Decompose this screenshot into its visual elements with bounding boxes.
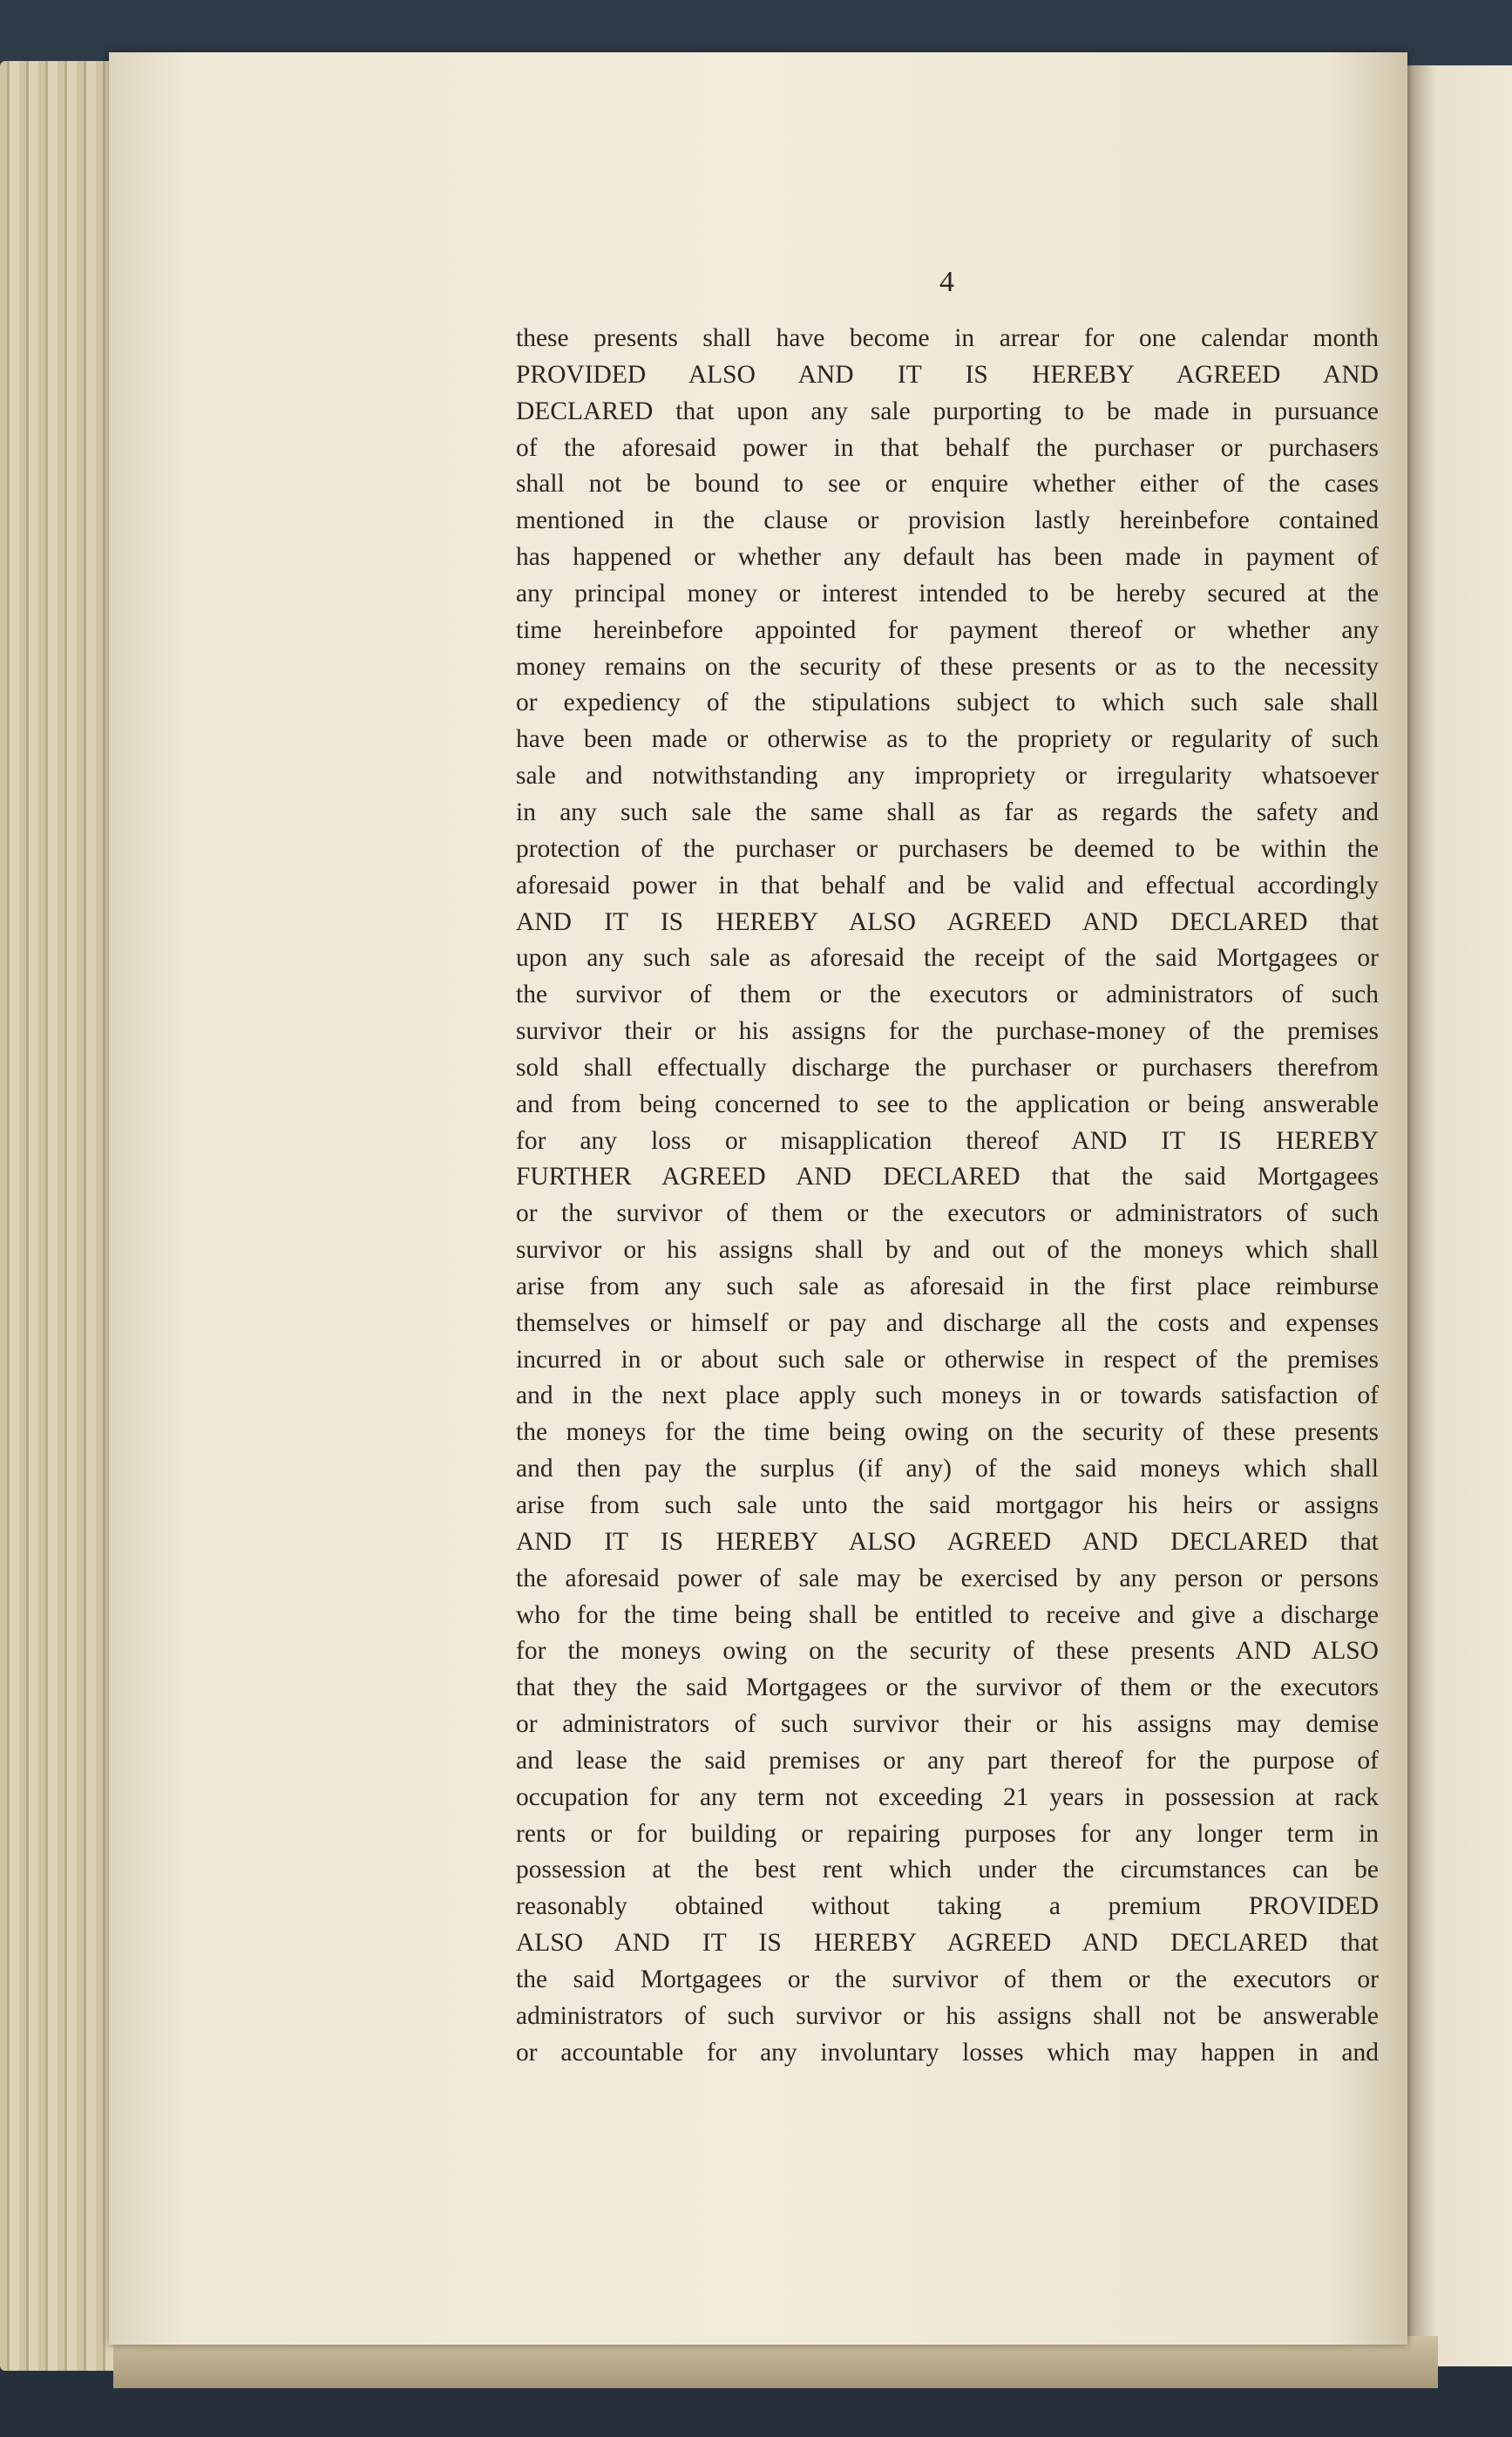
body-text	[516, 321, 1379, 2072]
text-line: occupation for any term not exceeding 21 years in possession at rack	[516, 1782, 1379, 1811]
text-line: has happened or whether any default has been made in payment of	[516, 543, 1379, 572]
page-number: 4	[939, 266, 954, 298]
text-line: FURTHER AGREED AND DECLARED that the said Mortgagees	[516, 1163, 1379, 1191]
text-line: ALSO AND IT IS HEREBY AGREED AND DECLARED that	[516, 1929, 1379, 1958]
text-line: of the aforesaid power in that behalf the purchaser or purchasers	[516, 433, 1379, 462]
text-line: or administrators of such survivor their or his assigns may demise	[516, 1710, 1379, 1739]
text-line: possession at the best rent which under the circumstances can be	[516, 1856, 1379, 1884]
text-line: or accountable for any involuntary losses which may happen in and	[516, 2038, 1379, 2067]
text-line: any principal money or interest intended to be hereby secured at the	[516, 579, 1379, 608]
text-line: survivor their or his assigns for the purchase-money of the premises	[516, 1017, 1379, 1046]
text-line: and in the next place apply such moneys in or towards satisfaction of	[516, 1381, 1379, 1410]
text-line: that they the said Mortgagees or the survivor of them or the executors	[516, 1673, 1379, 1702]
text-line: arise from such sale unto the said mortgagor his heirs or assigns	[516, 1491, 1379, 1519]
text-line: arise from any such sale as aforesaid in the first place reimburse	[516, 1272, 1379, 1300]
text-line: and then pay the surplus (if any) of the said moneys which shall	[516, 1455, 1379, 1483]
text-line: the said Mortgagees or the survivor of them or the executors or	[516, 1965, 1379, 1993]
text-line: upon any such sale as aforesaid the receipt of the said Mortgagees or	[516, 944, 1379, 973]
text-line: PROVIDED ALSO AND IT IS HEREBY AGREED AND	[516, 360, 1379, 389]
text-line: these presents shall have become in arrear for one calendar month	[516, 324, 1379, 352]
text-line: the moneys for the time being owing on the security of these presents	[516, 1418, 1379, 1447]
text-line: and lease the said premises or any part thereof for the purpose of	[516, 1746, 1379, 1775]
text-line: shall not be bound to see or enquire whether either of the cases	[516, 470, 1379, 499]
text-line: rents or for building or repairing purposes for any longer term in	[516, 1819, 1379, 1848]
text-line: the aforesaid power of sale may be exercised by any person or persons	[516, 1564, 1379, 1592]
text-line: protection of the purchaser or purchasers be deemed to be within the	[516, 834, 1379, 863]
text-line: in any such sale the same shall as far as regards the safety and	[516, 798, 1379, 826]
text-line: themselves or himself or pay and discharge all the costs and expenses	[516, 1308, 1379, 1337]
text-line: money remains on the security of these presents or as to the necessity	[516, 652, 1379, 681]
text-line: or the survivor of them or the executors or administrators of such	[516, 1199, 1379, 1228]
text-line: mentioned in the clause or provision lastly hereinbefore contained	[516, 506, 1379, 535]
text-line: time hereinbefore appointed for payment thereof or whether any	[516, 615, 1379, 644]
text-line: DECLARED that upon any sale purporting to be made in pursuance	[516, 397, 1379, 425]
text-line: incurred in or about such sale or otherwise in respect of the premises	[516, 1345, 1379, 1374]
text-line: who for the time being shall be entitled to receive and give a discharge	[516, 1600, 1379, 1629]
text-line: sale and notwithstanding any impropriety or irregularity whatsoever	[516, 762, 1379, 791]
text-line: administrators of such survivor or his assigns shall not be answerable	[516, 2001, 1379, 2030]
text-line: or expediency of the stipulations subject to which such sale shall	[516, 689, 1379, 717]
stacked-page-edges	[0, 61, 122, 2371]
text-line: the survivor of them or the executors or administrators of such	[516, 981, 1379, 1009]
text-line: aforesaid power in that behalf and be valid and effectual accordingly	[516, 871, 1379, 899]
text-line: AND IT IS HEREBY ALSO AGREED AND DECLARED that	[516, 907, 1379, 936]
text-line: AND IT IS HEREBY ALSO AGREED AND DECLARED that	[516, 1527, 1379, 1556]
text-line: sold shall effectually discharge the purchaser or purchasers therefrom	[516, 1053, 1379, 1082]
text-line: reasonably obtained without taking a premium PROVIDED	[516, 1892, 1379, 1921]
text-line: have been made or otherwise as to the propriety or regularity of such	[516, 725, 1379, 754]
text-line: and from being concerned to see to the application or being answerable	[516, 1090, 1379, 1118]
text-line: survivor or his assigns shall by and out of the moneys which shall	[516, 1236, 1379, 1265]
text-line: for the moneys owing on the security of these presents AND ALSO	[516, 1637, 1379, 1666]
text-line: for any loss or misapplication thereof AND IT IS HEREBY	[516, 1126, 1379, 1155]
facing-page-edge	[1403, 65, 1512, 2366]
